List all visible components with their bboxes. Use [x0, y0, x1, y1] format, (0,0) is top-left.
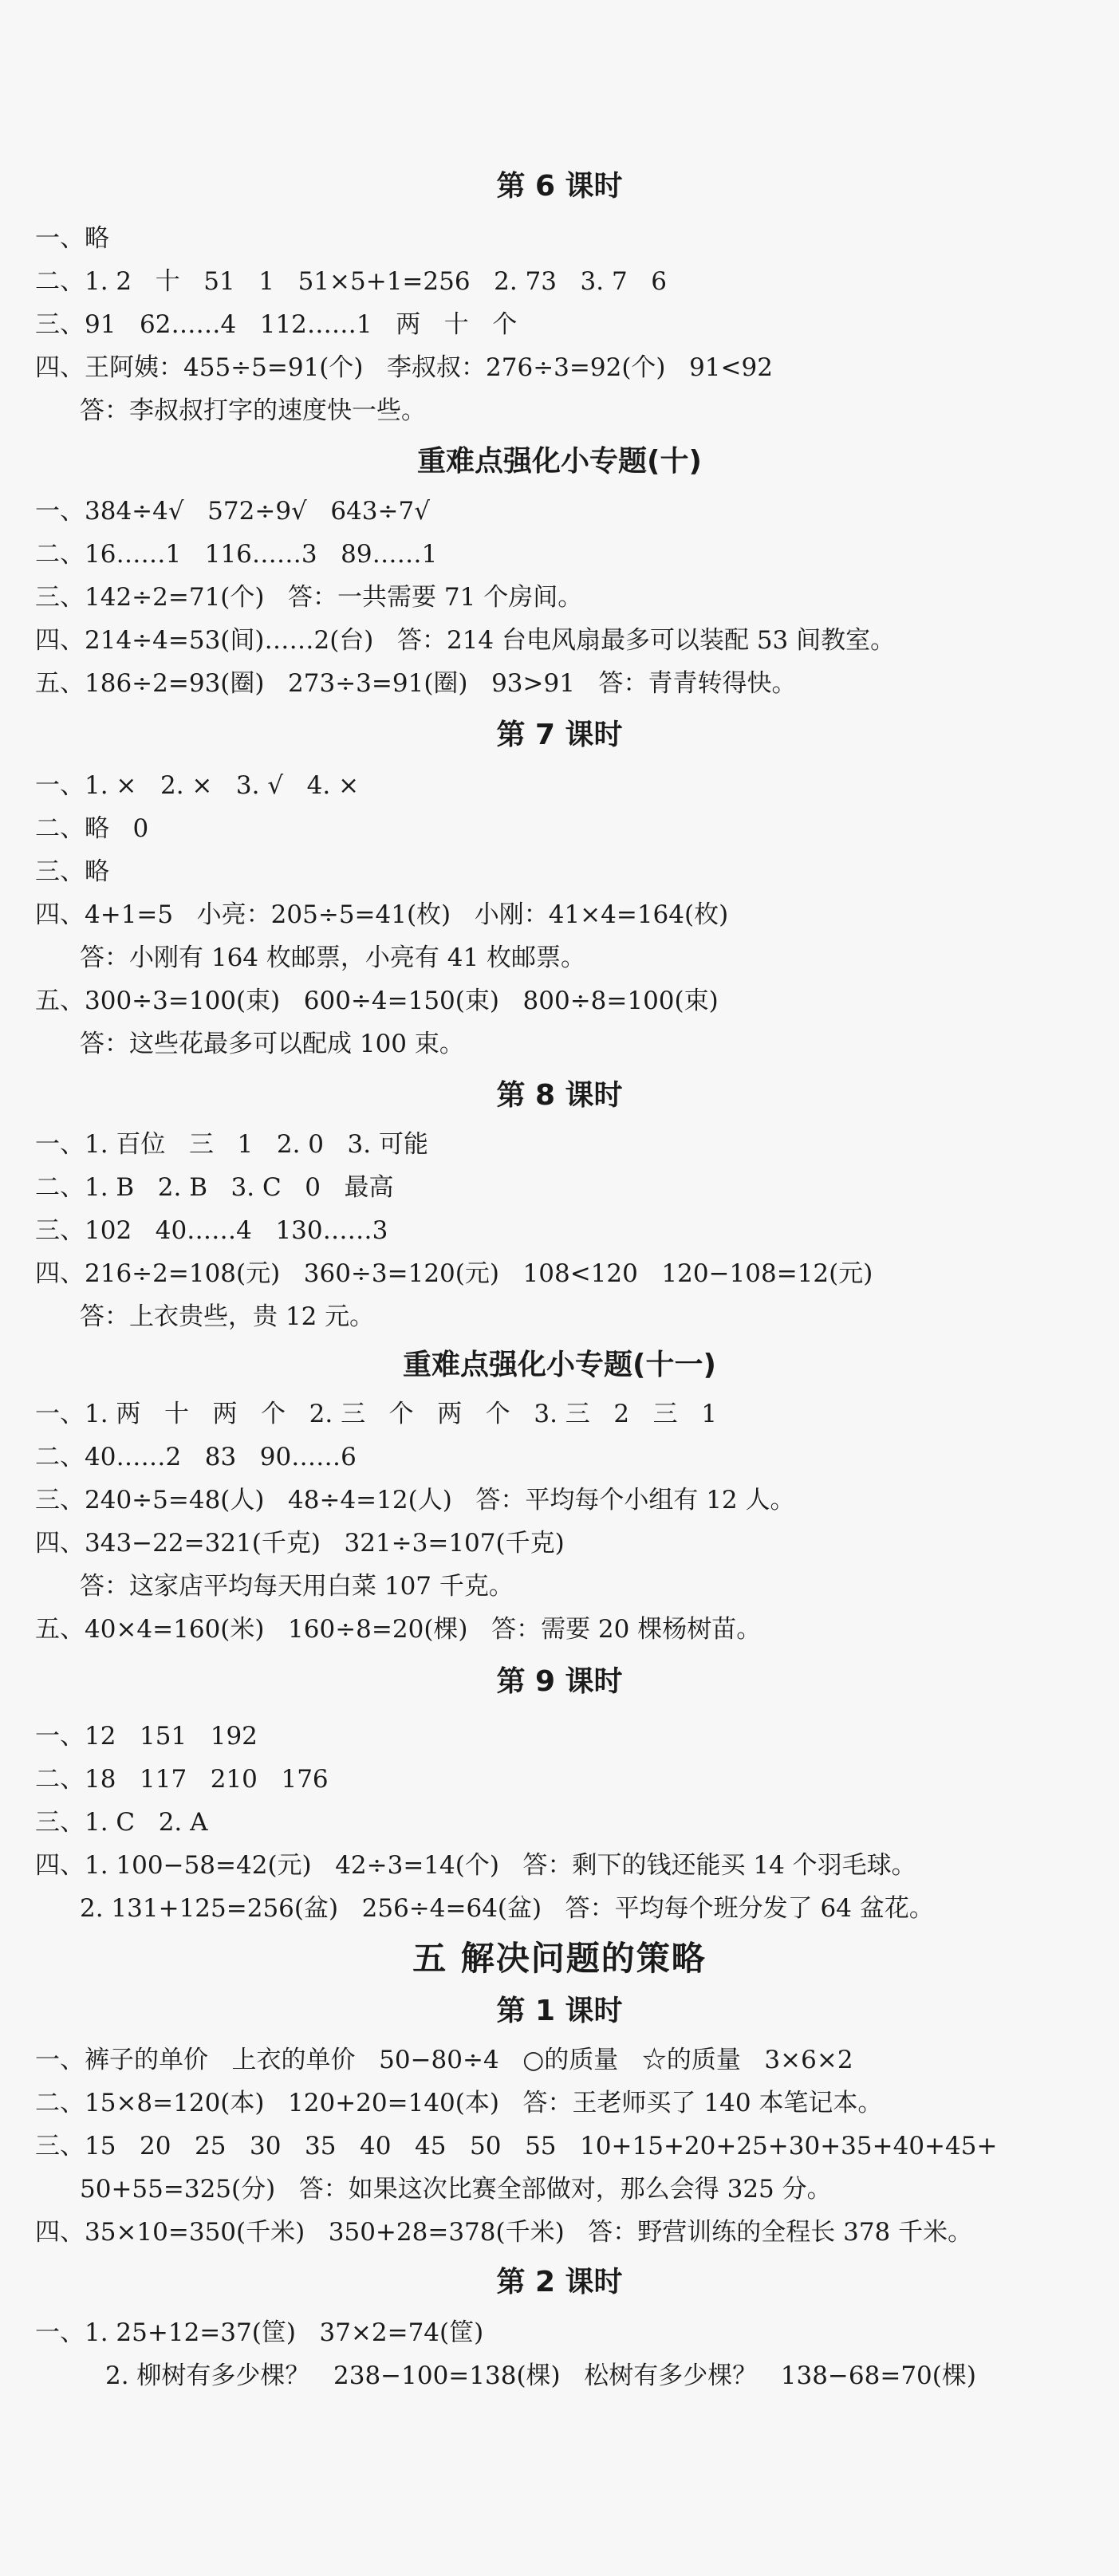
answer-line: 五、300÷3=100(束) 600÷4=150(束) 800÷8=100(束) [35, 987, 719, 1015]
section-title: 重难点强化小专题(十一) [403, 1349, 716, 1381]
answer-line: 三、102 40……4 130……3 [35, 1216, 388, 1245]
answer-line: 三、15 20 25 30 35 40 45 50 55 10+15+20+25+30+35+40+45+ [35, 2132, 998, 2160]
answer-line: 二、18 117 210 176 [35, 1765, 329, 1794]
section-lesson6 [0, 167, 1119, 206]
answer-line: 五、40×4=160(米) 160÷8=20(棵) 答：需要 20 棵杨树苗。 [35, 1615, 762, 1644]
answer-line: 二、1. 2 十 51 1 51×5+1=256 2. 73 3. 7 6 [35, 267, 667, 296]
section-lesson6-body [0, 217, 1119, 432]
answer-line: 一、1. 百位 三 1 2. 0 3. 可能 [35, 1130, 428, 1159]
answer-line: 四、王阿姨：455÷5=91(个) 李叔叔：276÷3=92(个) 91<92 [35, 353, 773, 382]
section-title: 重难点强化小专题(十) [417, 445, 702, 478]
answer-line: 三、240÷5=48(人) 48÷4=12(人) 答：平均每个小组有 12 人。 [35, 1486, 795, 1514]
answer-line: 答：李叔叔打字的速度快一些。 [80, 396, 426, 425]
answer-line: 二、15×8=120(本) 120+20=140(本) 答：王老师买了 140 本笔记本。 [35, 2089, 883, 2117]
answer-line: 二、略 0 [35, 814, 149, 843]
section-u5-lesson2 [0, 2263, 1119, 2302]
answer-line: 答：小刚有 164 枚邮票，小亮有 41 枚邮票。 [80, 943, 586, 972]
answer-line: 一、12 151 192 [35, 1722, 258, 1751]
answer-line: 三、1. C 2. A [35, 1808, 208, 1837]
section-u5-lesson1-body [0, 2038, 1119, 2254]
answer-line: 四、214÷4=53(间)……2(台) 答：214 台电风扇最多可以装配 53 间教室。 [35, 626, 896, 655]
unit-five-heading [0, 1940, 1119, 1978]
answer-line: 一、略 [35, 224, 109, 253]
answer-line: 二、1. B 2. B 3. C 0 最高 [35, 1173, 394, 1202]
answer-line: 一、384÷4√ 572÷9√ 643÷7√ [35, 497, 430, 526]
section-lesson8-body [0, 1123, 1119, 1338]
section-u5-lesson1 [0, 1992, 1119, 2030]
answer-line: 四、1. 100−58=42(元) 42÷3=14(个) 答：剩下的钱还能买 14 个羽毛球。 [35, 1851, 916, 1880]
answer-line: 四、216÷2=108(元) 360÷3=120(元) 108<120 120−108=12(元) [35, 1259, 873, 1288]
section-topic10 [0, 443, 1119, 481]
section-title: 第 9 课时 [496, 1665, 623, 1698]
answer-line: 2. 131+125=256(盆) 256÷4=64(盆) 答：平均每个班分发了 64 盆花。 [80, 1894, 934, 1923]
section-u5-lesson2-body [0, 2311, 1119, 2397]
section-topic11 [0, 1346, 1119, 1385]
answer-line: 三、91 62……4 112……1 两 十 个 [35, 310, 518, 339]
section-lesson9-body [0, 1715, 1119, 1930]
answer-line: 答：上衣贵些，贵 12 元。 [80, 1302, 375, 1331]
section-title: 第 1 课时 [496, 1995, 623, 2027]
answer-line: 二、16……1 116……3 89……1 [35, 540, 438, 569]
answer-line: 四、35×10=350(千米) 350+28=378(千米) 答：野营训练的全程长 378 千米。 [35, 2218, 973, 2247]
section-topic10-body [0, 490, 1119, 705]
answer-line: 四、343−22=321(千克) 321÷3=107(千克) [35, 1529, 565, 1558]
answer-line: 答：这家店平均每天用白菜 107 千克。 [80, 1572, 514, 1601]
answer-line: 2. 柳树有多少棵？ 238−100=138(棵) 松树有多少棵？ 138−68=70(棵) [105, 2361, 976, 2390]
section-title: 第 2 课时 [496, 2266, 623, 2298]
section-lesson7 [0, 716, 1119, 754]
answer-line: 一、1. × 2. × 3. √ 4. × [35, 771, 360, 800]
section-title: 第 7 课时 [496, 719, 623, 751]
section-lesson9 [0, 1663, 1119, 1701]
answer-line: 三、142÷2=71(个) 答：一共需要 71 个房间。 [35, 583, 583, 612]
answer-line: 答：这些花最多可以配成 100 束。 [80, 1030, 464, 1058]
answer-line: 一、1. 25+12=37(筐) 37×2=74(筐) [35, 2318, 484, 2347]
answer-line: 一、裤子的单价 上衣的单价 50−80÷4 ○的质量 ☆的质量 3×6×2 [35, 2046, 853, 2074]
answer-line: 三、略 [35, 857, 109, 886]
answer-line: 50+55=325(分) 答：如果这次比赛全部做对，那么会得 325 分。 [80, 2175, 832, 2204]
section-title: 第 6 课时 [496, 170, 623, 203]
unit-title: 五 解决问题的策略 [412, 1939, 707, 1978]
section-lesson7-body [0, 764, 1119, 1065]
answer-line: 二、40……2 83 90……6 [35, 1443, 357, 1471]
section-title: 第 8 课时 [496, 1079, 623, 1112]
answer-line: 一、1. 两 十 两 个 2. 三 个 两 个 3. 三 2 三 1 [35, 1400, 717, 1428]
answer-line: 四、4+1=5 小亮：205÷5=41(枚) 小刚：41×4=164(枚) [35, 900, 729, 929]
section-topic11-body [0, 1392, 1119, 1651]
section-lesson8 [0, 1077, 1119, 1115]
answer-line: 五、186÷2=93(圈) 273÷3=91(圈) 93>91 答：青青转得快。 [35, 669, 797, 698]
